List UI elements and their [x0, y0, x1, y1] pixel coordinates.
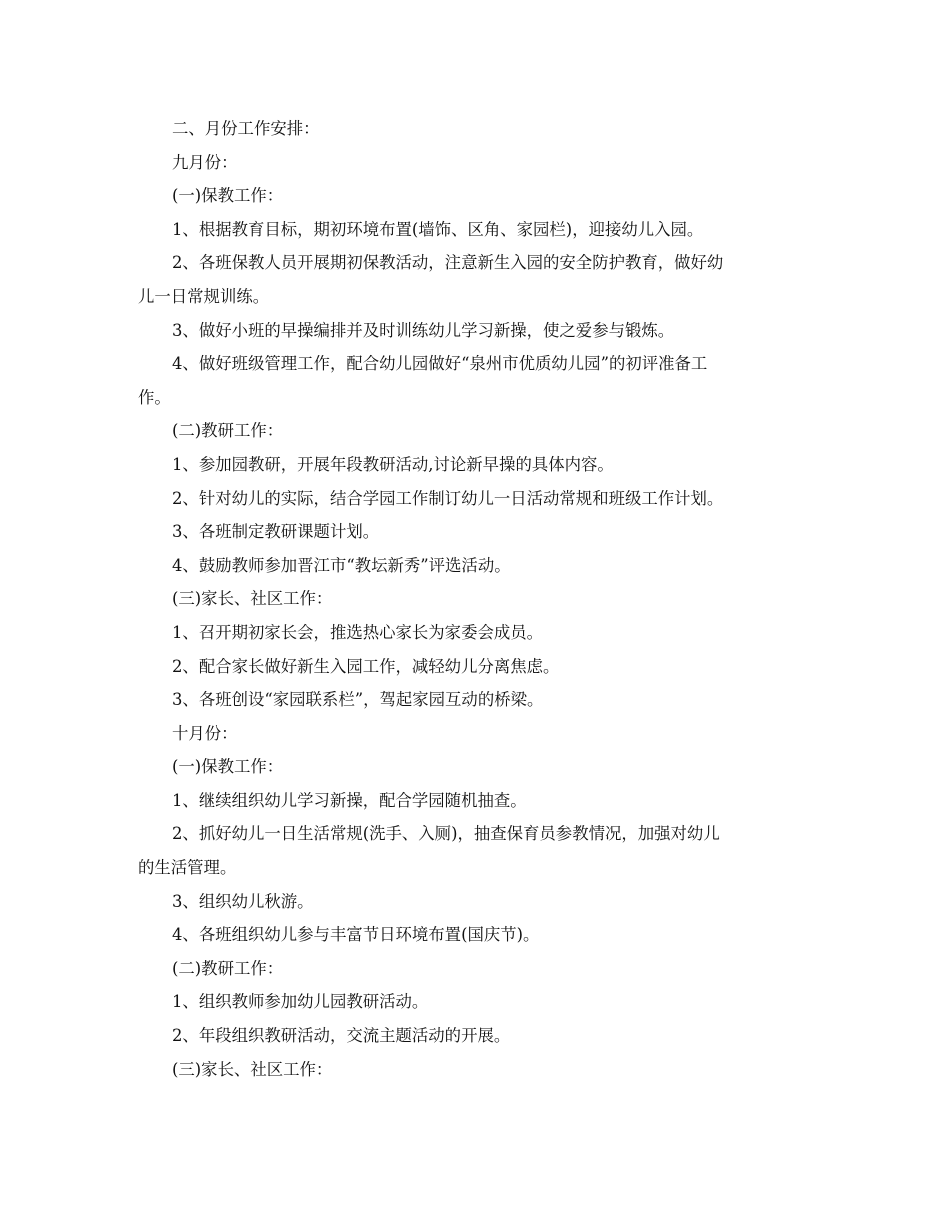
paragraph-line: 2、各班保教人员开展期初保教活动，注意新生入园的安全防护教育，做好幼	[172, 253, 724, 273]
paragraph-line: 1、参加园教研，开展年段教研活动,讨论新早操的具体内容。	[172, 454, 614, 474]
subsection-heading: (三)家长、社区工作：	[172, 589, 333, 609]
paragraph-line: 4、各班组织幼儿参与丰富节日环境布置(国庆节)。	[172, 925, 540, 945]
paragraph-line: 3、组织幼儿秋游。	[172, 891, 314, 911]
paragraph-line: 2、抓好幼儿一日生活常规(洗手、入厕)，抽查保育员参教情况，加强对幼儿	[172, 824, 720, 844]
paragraph-line: 1、根据教育目标，期初环境布置(墙饰、区角、家园栏)，迎接幼儿入园。	[172, 219, 704, 239]
paragraph-line-continuation: 的生活管理。	[138, 858, 237, 878]
paragraph-line: 2、年段组织教研活动，交流主题活动的开展。	[172, 1026, 511, 1046]
paragraph-line: 1、召开期初家长会，推选热心家长为家委会成员。	[172, 622, 544, 642]
paragraph-line: 3、各班制定教研课题计划。	[172, 522, 380, 542]
paragraph-line: 3、做好小班的早操编排并及时训练幼儿学习新操，使之爱参与锻炼。	[172, 320, 675, 340]
paragraph-line-continuation: 作。	[138, 387, 171, 407]
subsection-heading: (一)保教工作：	[172, 186, 284, 206]
paragraph-line-continuation: 儿一日常规训练。	[138, 286, 270, 306]
subsection-heading: (三)家长、社区工作：	[172, 1059, 333, 1079]
subsection-heading: (一)保教工作：	[172, 757, 284, 777]
subsection-heading: (二)教研工作：	[172, 958, 284, 978]
paragraph-line: 2、针对幼儿的实际，结合学园工作制订幼儿一日活动常规和班级工作计划。	[172, 488, 724, 508]
paragraph-line: 4、做好班级管理工作，配合幼儿园做好“泉州市优质幼儿园”的初评准备工	[172, 354, 708, 374]
subsection-heading: (二)教研工作：	[172, 421, 284, 441]
month-heading-september: 九月份：	[172, 152, 238, 172]
paragraph-line: 4、鼓励教师参加晋江市“教坛新秀”评选活动。	[172, 555, 511, 575]
month-heading-october: 十月份：	[172, 723, 238, 743]
section-heading: 二、月份工作安排：	[172, 119, 320, 138]
paragraph-line: 2、配合家长做好新生入园工作，减轻幼儿分离焦虑。	[172, 656, 560, 676]
document-body	[138, 112, 818, 1086]
paragraph-line: 3、各班创设“家园联系栏”，驾起家园互动的桥梁。	[172, 690, 544, 710]
paragraph-line: 1、继续组织幼儿学习新操，配合学园随机抽查。	[172, 790, 527, 810]
paragraph-line: 1、组织教师参加幼儿园教研活动。	[172, 992, 429, 1012]
